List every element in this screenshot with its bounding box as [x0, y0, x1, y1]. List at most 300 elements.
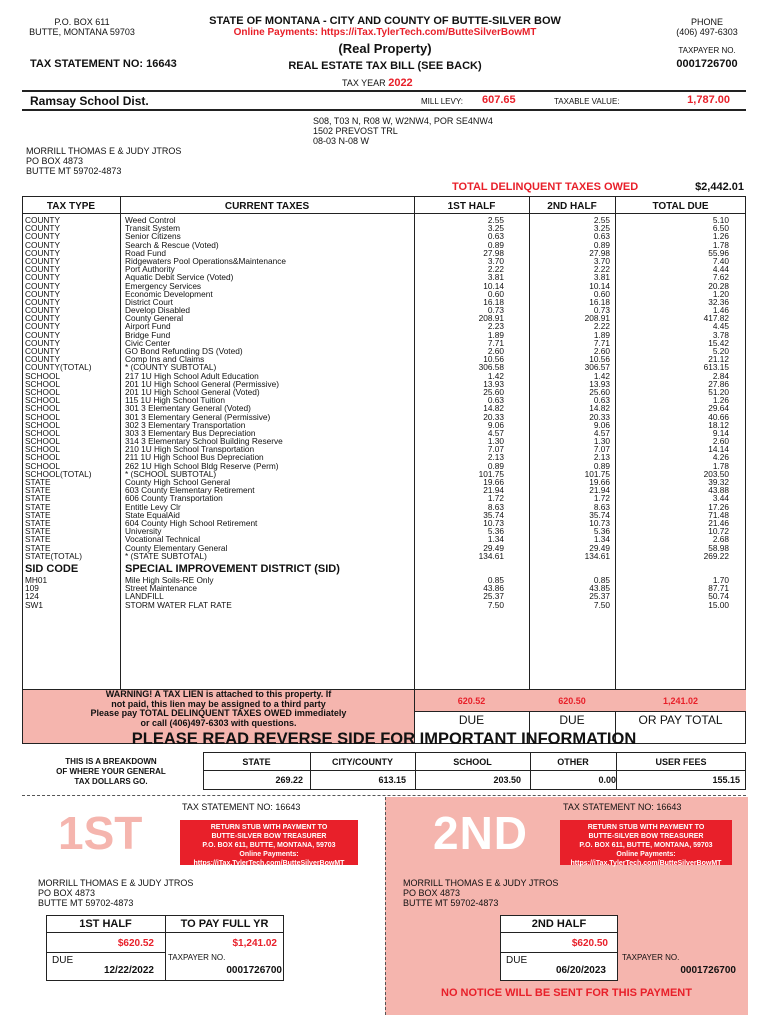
tax-description-cell: 210 1U High School Transportation — [125, 444, 255, 455]
first-half-cell: 0.60 — [487, 288, 504, 299]
second-half-cell: 0.85 — [593, 575, 610, 585]
second-half-cell: 0.60 — [593, 288, 610, 299]
tax-type-cell: COUNTY — [25, 288, 61, 299]
stub1-statement: TAX STATEMENT NO: 16643 — [182, 802, 301, 812]
breakdown-state: 269.22 — [275, 775, 303, 785]
legal-line: 08-03 N-08 W — [313, 136, 370, 146]
total-due-cell: 21.12 — [708, 354, 729, 365]
second-half-cell: 29.49 — [589, 542, 610, 553]
second-half-cell: 1.34 — [593, 534, 610, 545]
first-half-column — [420, 216, 504, 560]
breakdown-header-other: OTHER — [557, 757, 589, 767]
return-line: https://iTax.TylerTech.com/ButteSilverBowMT — [193, 860, 345, 867]
tax-type-cell: SCHOOL — [25, 411, 61, 422]
second-half-cell: 25.37 — [589, 591, 610, 602]
tax-description-cell: County Elementary General — [125, 542, 228, 553]
total-due-cell: 87.71 — [708, 583, 729, 594]
tax-description-cell: 201 1U High School General (Permissive) — [125, 378, 280, 389]
tax-description-cell: Weed Control — [125, 215, 176, 225]
first-half-cell: 101.75 — [478, 468, 504, 479]
second-half-cell: 3.81 — [593, 272, 610, 283]
owner-city: BUTTE MT 59702-4873 — [26, 166, 122, 176]
online-payments-link[interactable]: Online Payments: https://iTax.TylerTech.com/ButteSilverBowMT — [233, 27, 537, 38]
tax-description-cell: Aquatic Debit Service (Voted) — [125, 272, 234, 283]
first-half-cell: 3.25 — [487, 223, 504, 234]
stub1-due-label: DUE — [52, 955, 74, 966]
tax-type-cell: STATE — [25, 477, 51, 487]
tax-description-cell: State EqualAid — [125, 509, 180, 520]
stub1-taxpayer-label: TAXPAYER NO. — [168, 953, 226, 962]
tax-description-cell: Bridge Fund — [125, 329, 171, 340]
tax-description-cell: 217 1U High School Adult Education — [125, 370, 259, 381]
total-due-cell: 3.44 — [712, 493, 729, 504]
stub1-full-label: TO PAY FULL YR — [180, 918, 269, 930]
return-line: RETURN STUB WITH PAYMENT TO — [210, 824, 328, 831]
total-due-cell: 2.68 — [712, 534, 729, 545]
tax-description-cell: 606 County Transportation — [125, 493, 223, 504]
total-due-cell: 7.62 — [712, 272, 729, 283]
tax-type-cell: 109 — [25, 583, 39, 594]
total-due-cell: 15.42 — [708, 337, 729, 348]
first-half-cell: 13.93 — [483, 378, 504, 389]
second-half-cell: 19.66 — [589, 477, 610, 487]
breakdown-header-school: SCHOOL — [453, 757, 492, 767]
or-pay-total-label: OR PAY TOTAL — [638, 713, 723, 727]
second-half-cell: 27.98 — [589, 247, 610, 258]
breakdown-header-state: STATE — [242, 757, 271, 767]
tax-description-cell: 314 3 Elementary School Building Reserve — [125, 436, 283, 447]
mill-levy-value: 607.65 — [482, 94, 516, 106]
tax-description-cell: Street Maintenance — [125, 583, 197, 594]
owner-address — [26, 146, 181, 176]
tax-type-cell: SCHOOL — [25, 452, 61, 463]
first-half-cell: 14.82 — [483, 403, 504, 414]
legal-line: 1502 PREVOST TRL — [313, 126, 398, 136]
stub1-return-box — [180, 820, 358, 865]
total-due-cell: 9.14 — [712, 427, 729, 438]
stub2-taxpayer-label: TAXPAYER NO. — [622, 953, 680, 962]
tax-type-cell: SCHOOL — [25, 460, 61, 471]
second-half-cell: 43.85 — [589, 583, 610, 594]
current-taxes-column — [125, 216, 286, 560]
second-half-cell: 1.30 — [593, 436, 610, 447]
sid-title: SPECIAL IMPROVEMENT DISTRICT (SID) — [125, 563, 340, 575]
second-half-cell: 0.89 — [593, 460, 610, 471]
first-half-cell: 21.94 — [483, 485, 504, 496]
second-half-cell: 0.63 — [593, 231, 610, 242]
tax-type-cell: COUNTY — [25, 346, 61, 356]
stub2-big-label: 2ND — [433, 807, 529, 859]
second-half-cell: 20.33 — [589, 411, 610, 422]
sid-total-column — [640, 576, 729, 609]
tax-description-cell: Entitle Levy Clr — [125, 501, 181, 512]
tax-type-cell: SCHOOL — [25, 370, 61, 381]
second-half-cell: 8.63 — [593, 501, 610, 512]
second-half-cell: 3.25 — [593, 223, 610, 234]
second-half-cell: 5.36 — [593, 526, 610, 537]
first-half-cell: 29.49 — [483, 542, 504, 553]
tax-type-cell: MH01 — [25, 575, 48, 585]
second-half-cell: 208.91 — [584, 313, 610, 324]
reverse-side-notice: PLEASE READ REVERSE SIDE FOR IMPORTANT INFORMATION — [131, 730, 637, 748]
return-line: https://iTax.TylerTech.com/ButteSilverBowMT — [570, 860, 722, 867]
stub1-big-label: 1ST — [58, 807, 143, 859]
owner-line: MORRILL THOMAS E & JUDY JTROS — [403, 878, 559, 888]
tax-type-cell: COUNTY — [25, 247, 61, 258]
second-half-cell: 21.94 — [589, 485, 610, 496]
tax-type-cell: COUNTY — [25, 321, 61, 332]
tax-description-cell: Emergency Services — [125, 280, 202, 291]
total-due-cell: 3.78 — [712, 329, 729, 340]
first-half-cell: 25.37 — [483, 591, 504, 602]
tax-type-cell: COUNTY — [25, 354, 61, 365]
second-half-cell: 2.60 — [593, 346, 610, 356]
tax-statement-number: TAX STATEMENT NO: 16643 — [30, 58, 177, 70]
second-half-cell: 35.74 — [589, 509, 610, 520]
first-half-cell: 0.89 — [487, 460, 504, 471]
total-due-cell: 1.46 — [712, 305, 729, 316]
second-half-cell: 13.93 — [589, 378, 610, 389]
city-line: BUTTE, MONTANA 59703 — [29, 27, 135, 37]
tax-type-cell: STATE — [25, 526, 51, 537]
tax-type-cell: COUNTY — [25, 223, 61, 234]
breakdown-line: TAX DOLLARS GO. — [74, 777, 148, 786]
tax-description-cell: County High School General — [125, 477, 231, 487]
second-half-cell: 0.63 — [593, 395, 610, 406]
total-due-cell: 5.10 — [712, 215, 729, 225]
return-line: BUTTE-SILVER BOW TREASURER — [588, 833, 704, 840]
tax-description-cell: Vocational Technical — [125, 534, 201, 545]
bill-title-state: STATE OF MONTANA - CITY AND COUNTY OF BUTTE-SILVER BOW — [209, 15, 561, 27]
second-half-column — [530, 216, 610, 560]
second-half-cell: 306.57 — [584, 362, 610, 373]
first-half-cell: 7.50 — [487, 599, 504, 610]
warning-line: WARNING! A TAX LIEN is attached to this property. If — [105, 689, 332, 699]
breakdown-user-fees: 155.15 — [712, 775, 740, 785]
tax-type-cell: COUNTY — [25, 231, 61, 242]
tax-type-cell: SCHOOL — [25, 395, 61, 406]
tax-description-cell: * (SCHOOL SUBTOTAL) — [125, 468, 217, 479]
tax-description-cell: District Court — [125, 296, 173, 307]
tax-type-cell: COUNTY — [25, 313, 61, 324]
second-half-cell: 3.70 — [593, 255, 610, 266]
first-half-cell: 7.07 — [487, 444, 504, 455]
tax-type-cell: COUNTY — [25, 305, 61, 316]
first-half-cell: 2.13 — [487, 452, 504, 463]
sid-code-column — [25, 576, 47, 609]
tax-description-cell: County General — [125, 313, 184, 324]
tax-description-cell: Mile High Soils-RE Only — [125, 575, 214, 585]
tax-description-cell: Port Authority — [125, 264, 175, 275]
first-half-cell: 9.06 — [487, 419, 504, 430]
header-tax-type: TAX TYPE — [46, 201, 96, 212]
first-half-cell: 1.34 — [487, 534, 504, 545]
header-total-due: TOTAL DUE — [652, 201, 709, 212]
second-half-cell: 16.18 — [589, 296, 610, 307]
header-current-taxes: CURRENT TAXES — [224, 201, 310, 212]
first-half-cell: 2.22 — [487, 264, 504, 275]
first-half-cell: 306.58 — [478, 362, 504, 373]
stub2-statement: TAX STATEMENT NO: 16643 — [563, 802, 682, 812]
total-due-cell: 4.44 — [712, 264, 729, 275]
owner-line: PO BOX 4873 — [38, 888, 96, 898]
warning-line: not paid, this lien may be assigned to a third party — [111, 698, 326, 709]
tax-type-cell: SCHOOL — [25, 419, 61, 430]
warning-line: or call (406)497-6303 with questions. — [140, 717, 297, 728]
second-half-cell: 7.50 — [593, 599, 610, 610]
total-due-column — [640, 216, 729, 560]
first-half-cell: 2.55 — [487, 215, 504, 225]
tax-type-cell: SCHOOL(TOTAL) — [25, 468, 92, 479]
first-half-cell: 0.63 — [487, 231, 504, 242]
breakdown-school: 203.50 — [493, 775, 521, 785]
total-due-cell: 1.26 — [712, 395, 729, 406]
tax-type-cell: STATE — [25, 517, 51, 528]
owner-street: PO BOX 4873 — [26, 156, 84, 166]
total-due-cell: 2.84 — [712, 370, 729, 381]
second-half-cell: 9.06 — [593, 419, 610, 430]
tax-type-cell: STATE — [25, 485, 51, 496]
stub2-due-date: 06/20/2023 — [555, 965, 606, 976]
stub2-half-label: 2ND HALF — [531, 918, 587, 930]
tax-description-cell: 301 3 Elementary General (Permissive) — [125, 411, 271, 422]
due-first-label: DUE — [458, 713, 485, 727]
first-half-cell: 0.89 — [487, 239, 504, 250]
second-half-cell: 0.73 — [593, 305, 610, 316]
tax-description-cell: * (COUNTY SUBTOTAL) — [125, 362, 217, 373]
tax-type-cell: STATE — [25, 534, 51, 545]
first-half-cell: 3.70 — [487, 255, 504, 266]
phone-label: PHONE — [690, 17, 723, 27]
second-half-cell: 2.22 — [593, 321, 610, 332]
breakdown-city-county: 613.15 — [378, 775, 406, 785]
breakdown-label — [26, 757, 196, 787]
breakdown-header-city-county: CITY/COUNTY — [331, 757, 393, 767]
header-first-half: 1ST HALF — [447, 201, 496, 212]
first-half-cell: 0.85 — [487, 575, 504, 585]
first-half-cell: 7.71 — [487, 337, 504, 348]
tax-description-cell: Search & Rescue (Voted) — [125, 239, 219, 250]
tax-description-cell: Economic Development — [125, 288, 213, 299]
total-due-cell: 15.00 — [708, 599, 729, 610]
taxpayer-number: 0001726700 — [676, 58, 738, 70]
po-box: P.O. BOX 611 — [54, 17, 110, 27]
total-due-cell: 17.26 — [708, 501, 729, 512]
total-due-cell: 21.46 — [708, 517, 729, 528]
total-due-cell: 1.26 — [712, 231, 729, 242]
total-due-cell: 50.74 — [708, 591, 729, 602]
total-due-cell: 7.40 — [712, 255, 729, 266]
first-half-cell: 10.56 — [483, 354, 504, 365]
tax-description-cell: Senior Citizens — [125, 231, 181, 242]
first-half-cell: 134.61 — [478, 550, 504, 561]
second-half-cell: 2.55 — [593, 215, 610, 225]
stub1-half-label: 1ST HALF — [79, 918, 132, 930]
tax-description-cell: 301 3 Elementary General (Voted) — [125, 403, 251, 414]
first-half-cell: 25.60 — [483, 386, 504, 397]
sid-first-half-column — [420, 576, 504, 609]
breakdown-header-user-fees: USER FEES — [655, 757, 707, 767]
first-half-cell: 208.91 — [478, 313, 504, 324]
return-line: Online Payments: — [616, 851, 676, 858]
stub1-half-amount: $620.52 — [117, 938, 154, 949]
tax-description-cell: 262 1U High School Bldg Reserve (Perm) — [125, 460, 279, 471]
tax-type-cell: SCHOOL — [25, 378, 61, 389]
second-half-cell: 101.75 — [584, 468, 610, 479]
return-line: Online Payments: — [239, 851, 299, 858]
tax-description-cell: STORM WATER FLAT RATE — [125, 599, 232, 610]
warning-line: Please pay TOTAL DELINQUENT TAXES OWED immediately — [90, 708, 347, 718]
first-half-cell: 10.14 — [483, 280, 504, 291]
first-half-cell: 0.73 — [487, 305, 504, 316]
second-half-cell: 1.42 — [593, 370, 610, 381]
bill-type: REAL ESTATE TAX BILL (SEE BACK) — [288, 60, 482, 72]
school-district: Ramsay School Dist. — [30, 94, 149, 108]
tax-description-cell: Transit System — [125, 223, 181, 234]
second-half-cell: 134.61 — [584, 550, 610, 561]
total-due-cell: 203.50 — [703, 468, 729, 479]
tax-year — [342, 77, 413, 89]
total-due-cell: 58.98 — [708, 542, 729, 553]
tax-description-cell: Develop Disabled — [125, 305, 191, 316]
tax-type-cell: COUNTY — [25, 255, 61, 266]
tax-type-cell: STATE — [25, 501, 51, 512]
sid-second-half-column — [530, 576, 610, 609]
tax-type-cell: 124 — [25, 591, 39, 602]
phone-block — [652, 17, 762, 37]
first-half-cell: 1.72 — [487, 493, 504, 504]
tax-type-cell: COUNTY — [25, 280, 61, 291]
tax-type-cell: SCHOOL — [25, 427, 61, 438]
taxpayer-no-label: TAXPAYER NO. — [678, 46, 736, 55]
total-due-cell: 613.15 — [703, 362, 729, 373]
stub1-owner — [38, 878, 193, 908]
total-due-cell: 2.60 — [712, 436, 729, 447]
second-half-cell: 7.07 — [593, 444, 610, 455]
second-half-cell: 4.57 — [593, 427, 610, 438]
treasurer-address — [22, 17, 142, 37]
second-half-cell: 1.72 — [593, 493, 610, 504]
tax-description-cell: GO Bond Refunding DS (Voted) — [125, 346, 243, 356]
total-due-cell: 55.96 — [708, 247, 729, 258]
tax-description-cell: LANDFILL — [125, 591, 164, 602]
first-half-cell: 5.36 — [487, 526, 504, 537]
tax-type-cell: STATE — [25, 509, 51, 520]
first-half-cell: 4.57 — [487, 427, 504, 438]
tax-description-cell: 115 1U High School Tuition — [125, 395, 225, 406]
owner-name: MORRILL THOMAS E & JUDY JTROS — [26, 146, 182, 156]
breakdown-line: THIS IS A BREAKDOWN — [65, 757, 157, 766]
stub2-half-amount: $620.50 — [571, 938, 608, 949]
tax-type-cell: SCHOOL — [25, 386, 61, 397]
total-due-cell: 1.78 — [712, 460, 729, 471]
second-half-cell: 1.89 — [593, 329, 610, 340]
tax-type-cell: COUNTY — [25, 239, 61, 250]
second-half-cell: 2.22 — [593, 264, 610, 275]
tax-year-value: 2022 — [388, 77, 413, 89]
tax-type-cell: SCHOOL — [25, 444, 61, 455]
total-due-cell: 4.45 — [712, 321, 729, 332]
total-due-cell: 43.88 — [708, 485, 729, 496]
first-half-cell: 27.98 — [483, 247, 504, 258]
total-due-cell: 1.78 — [712, 239, 729, 250]
total-due-cell: 40.66 — [708, 411, 729, 422]
first-half-total: 620.52 — [457, 696, 486, 706]
tax-type-cell: COUNTY — [25, 264, 61, 275]
tax-description-cell: Civic Center — [125, 337, 171, 348]
tax-description-cell: 201 1U High School General (Voted) — [125, 386, 260, 397]
return-line: BUTTE-SILVER BOW TREASURER — [211, 833, 327, 840]
total-due-cell: 14.14 — [708, 444, 729, 455]
tax-description-cell: 302 3 Elementary Transportation — [125, 419, 246, 430]
owner-line: MORRILL THOMAS E & JUDY JTROS — [38, 878, 194, 888]
first-half-cell: 43.86 — [483, 583, 504, 594]
second-half-total: 620.50 — [558, 696, 586, 706]
stub2-owner — [403, 878, 558, 908]
tax-description-cell: 211 1U High School Bus Depreciation — [125, 452, 264, 463]
grand-total: 1,241.02 — [662, 696, 699, 706]
total-due-cell: 39.32 — [708, 477, 729, 487]
breakdown-other: 0.00 — [598, 775, 616, 785]
first-half-cell: 8.63 — [487, 501, 504, 512]
second-half-cell: 10.73 — [589, 517, 610, 528]
total-due-cell: 417.82 — [703, 313, 729, 324]
delinquent-label: TOTAL DELINQUENT TAXES OWED — [452, 181, 639, 193]
first-half-cell: 2.23 — [487, 321, 504, 332]
first-half-cell: 0.63 — [487, 395, 504, 406]
first-half-cell: 1.89 — [487, 329, 504, 340]
tax-type-cell: COUNTY — [25, 296, 61, 307]
tax-type-cell: STATE — [25, 493, 51, 504]
first-half-cell: 19.66 — [483, 477, 504, 487]
legal-description — [313, 116, 493, 146]
taxable-value: 1,787.00 — [687, 94, 730, 106]
tax-description-cell: 604 County High School Retirement — [125, 517, 258, 528]
no-notice-warning: NO NOTICE WILL BE SENT FOR THIS PAYMENT — [441, 987, 692, 999]
total-due-cell: 51.20 — [708, 386, 729, 397]
breakdown-line: OF WHERE YOUR GENERAL — [56, 767, 166, 776]
total-due-cell: 269.22 — [703, 550, 729, 561]
taxable-value-label: TAXABLE VALUE: — [554, 97, 620, 106]
tax-type-column — [25, 216, 92, 560]
stub1-taxpayer-no: 0001726700 — [226, 965, 282, 976]
total-due-cell: 32.36 — [708, 296, 729, 307]
tax-type-cell: COUNTY(TOTAL) — [25, 362, 92, 373]
tax-type-cell: COUNTY — [25, 215, 61, 225]
tax-year-label: TAX YEAR — [342, 78, 386, 88]
real-property-label: (Real Property) — [338, 41, 432, 56]
mill-levy-label: MILL LEVY: — [421, 97, 463, 106]
tax-description-cell: Ridgewaters Pool Operations&Maintenance — [125, 255, 286, 266]
owner-line: BUTTE MT 59702-4873 — [403, 898, 499, 908]
second-half-cell: 25.60 — [589, 386, 610, 397]
total-due-cell: 1.70 — [712, 575, 729, 585]
tax-type-cell: COUNTY — [25, 329, 61, 340]
total-due-cell: 5.20 — [712, 346, 729, 356]
tax-description-cell: 603 County Elementary Retirement — [125, 485, 255, 496]
sid-desc-column — [125, 576, 232, 609]
first-half-cell: 1.30 — [487, 436, 504, 447]
legal-line: S08, T03 N, R08 W, W2NW4, POR SE4NW4 — [313, 116, 493, 126]
tax-type-cell: COUNTY — [25, 272, 61, 283]
stub1-full-amount: $1,241.02 — [232, 938, 277, 949]
first-half-cell: 20.33 — [483, 411, 504, 422]
total-due-cell: 18.12 — [708, 419, 729, 430]
return-line: P.O. BOX 611, BUTTE, MONTANA, 59703 — [202, 842, 336, 849]
second-half-cell: 2.13 — [593, 452, 610, 463]
owner-line: BUTTE MT 59702-4873 — [38, 898, 134, 908]
total-due-cell: 1.20 — [712, 288, 729, 299]
